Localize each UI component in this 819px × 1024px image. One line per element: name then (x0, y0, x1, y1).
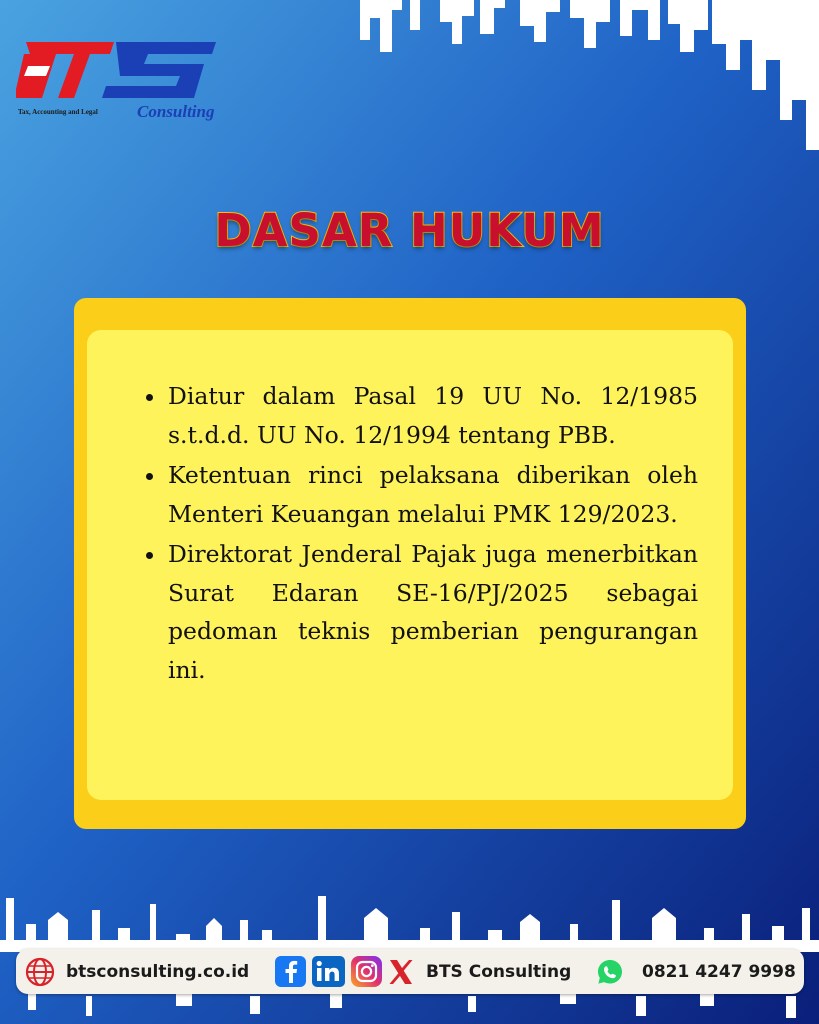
instagram-icon[interactable] (351, 956, 382, 987)
phone-text: 0821 4247 9998 (642, 961, 796, 982)
phone-contact[interactable] (596, 949, 796, 994)
website-link[interactable] (24, 949, 249, 994)
globe-icon (24, 956, 56, 988)
brand-tagline: Tax, Accounting and Legal (18, 108, 98, 116)
list-item: Diatur dalam Pasal 19 UU No. 12/1985 s.t.d.d. UU No. 12/1994 tentang PBB. (146, 377, 698, 454)
brand-logo (12, 36, 222, 128)
facebook-icon[interactable] (275, 956, 306, 987)
website-text: btsconsulting.co.id (66, 961, 250, 982)
list-item: Ketentuan rinci pelaksana diberikan oleh Menteri Keuangan melalui PMK 129/2023. (146, 456, 698, 533)
list-item: Direktorat Jenderal Pajak juga menerbitkan Surat Edaran SE-16/PJ/2025 sebagai pedoman teknis pemberian pengurangan ini. (146, 535, 698, 689)
whatsapp-icon (596, 958, 624, 986)
linkedin-icon[interactable] (312, 956, 345, 987)
contact-footer (16, 949, 804, 994)
brand-sub-name: Consulting (137, 102, 215, 121)
social-name-text: BTS Consulting (426, 961, 572, 982)
legal-basis-list (146, 377, 698, 691)
bts-logo-mark (16, 36, 221, 102)
x-icon[interactable] (388, 958, 414, 986)
page-title: DASAR HUKUM (214, 204, 605, 257)
social-links (275, 949, 571, 994)
